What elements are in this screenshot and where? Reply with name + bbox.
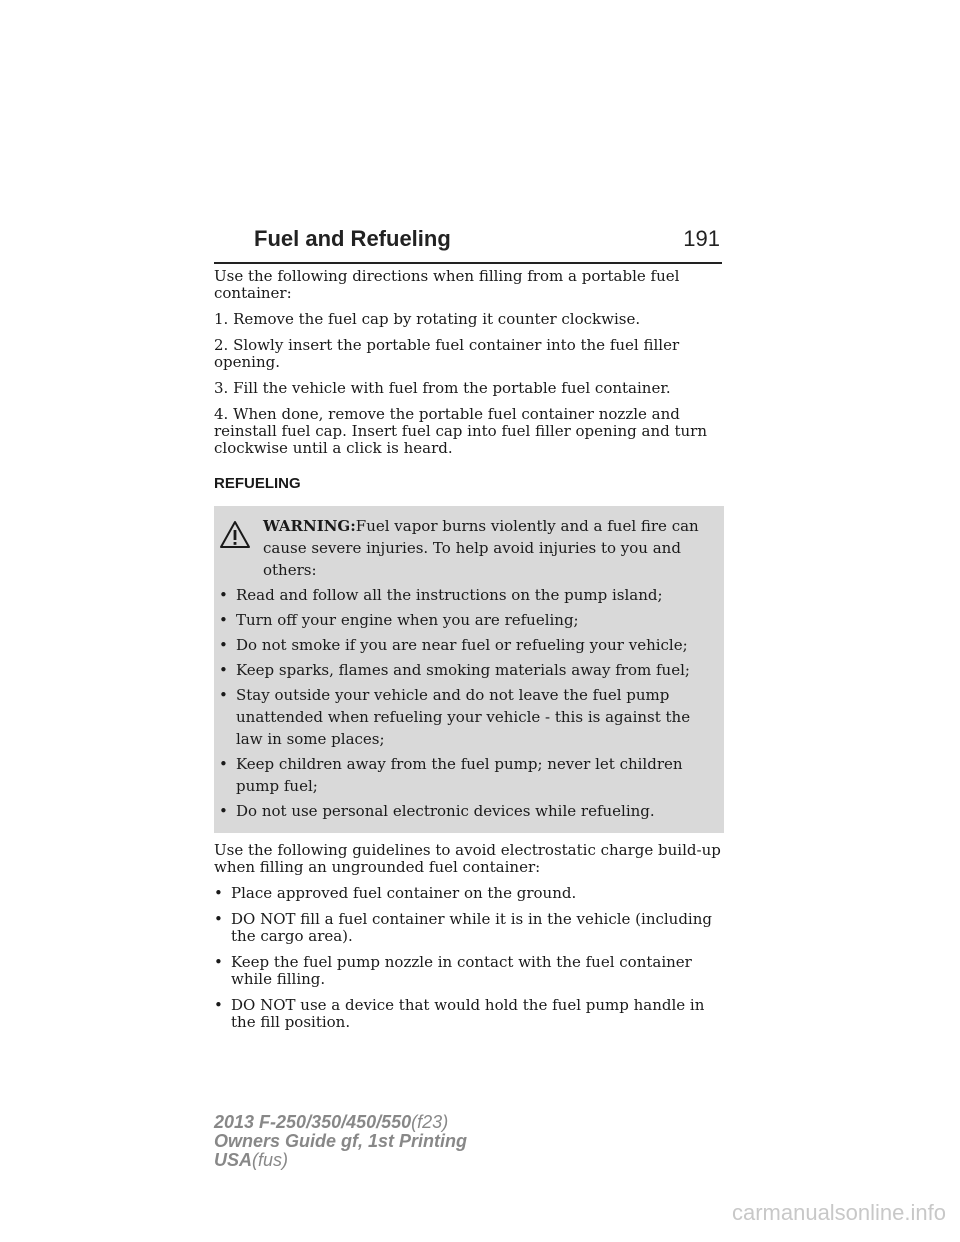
- warning-body: Fuel vapor burns violently and a fuel fire can cause severe injuries. To help avoid injuries to you and others:: [263, 517, 699, 579]
- bullet: •: [219, 686, 228, 704]
- bullet: •: [214, 996, 223, 1014]
- warning-item: • Do not smoke if you are near fuel or refueling your vehicle;: [219, 636, 688, 654]
- step-3: 3. Fill the vehicle with fuel from the portable fuel container.: [214, 379, 671, 397]
- bullet: •: [214, 910, 223, 928]
- warning-triangle-icon: [219, 519, 251, 551]
- guideline-item: • DO NOT use a device that would hold the fuel pump handle in the fill position.: [214, 996, 705, 1031]
- step-2: 2. Slowly insert the portable fuel container into the fuel filler opening.: [214, 336, 680, 371]
- bullet: •: [219, 802, 228, 820]
- page-number: 191: [683, 226, 720, 251]
- bullet: •: [219, 755, 228, 773]
- warning-item: • Read and follow all the instructions on the pump island;: [219, 586, 663, 604]
- step-1: 1. Remove the fuel cap by rotating it counter clockwise.: [214, 310, 641, 328]
- guideline-item: • DO NOT fill a fuel container while it is in the vehicle (including the cargo area).: [214, 910, 712, 945]
- warning-item: • Stay outside your vehicle and do not leave the fuel pump unattended when refueling your vehicle - this is against the law in some places;: [219, 686, 691, 748]
- warning-item: • Keep sparks, flames and smoking materials away from fuel;: [219, 661, 690, 679]
- warning-item: • Keep children away from the fuel pump; never let children pump fuel;: [219, 755, 683, 795]
- bullet: •: [219, 586, 228, 604]
- footer-line-2: Owners Guide gf, 1st Printing: [214, 1131, 468, 1151]
- footer-line-1: 2013 F-250/350/450/550(f23): [214, 1112, 449, 1132]
- step-4: 4. When done, remove the portable fuel container nozzle and reinstall fuel cap. Insert fuel cap into fuel filler opening and turn clockwise until a click is heard.: [214, 405, 708, 457]
- page-content: [214, 268, 724, 1040]
- document-footer: [214, 1113, 467, 1170]
- guidelines-list: [214, 885, 724, 1031]
- bullet: •: [214, 953, 223, 971]
- refueling-heading: REFUELING: [214, 475, 301, 492]
- intro-paragraph: Use the following directions when filling from a portable fuel container:: [214, 267, 680, 302]
- bullet: •: [214, 884, 223, 902]
- warning-list: [219, 584, 716, 822]
- section-title: Fuel and Refueling: [254, 226, 451, 251]
- warning-item: • Do not use personal electronic devices while refueling.: [219, 802, 655, 820]
- warning-text: [263, 515, 716, 581]
- bullet: •: [219, 611, 228, 629]
- warning-item: • Turn off your engine when you are refueling;: [219, 611, 579, 629]
- bullet: •: [219, 636, 228, 654]
- watermark: carmanualsonline.info: [731, 1200, 946, 1225]
- bullet: •: [219, 661, 228, 679]
- footer-line-3: USA(fus): [214, 1150, 289, 1170]
- warning-box: [214, 506, 724, 833]
- warning-label: WARNING:: [263, 517, 356, 535]
- guideline-item: • Keep the fuel pump nozzle in contact with the fuel container while filling.: [214, 953, 692, 988]
- guideline-item: • Place approved fuel container on the ground.: [214, 884, 577, 902]
- guidelines-intro: Use the following guidelines to avoid electrostatic charge build-up when filling an ungrounded fuel container:: [214, 841, 721, 876]
- page-header: [214, 226, 722, 264]
